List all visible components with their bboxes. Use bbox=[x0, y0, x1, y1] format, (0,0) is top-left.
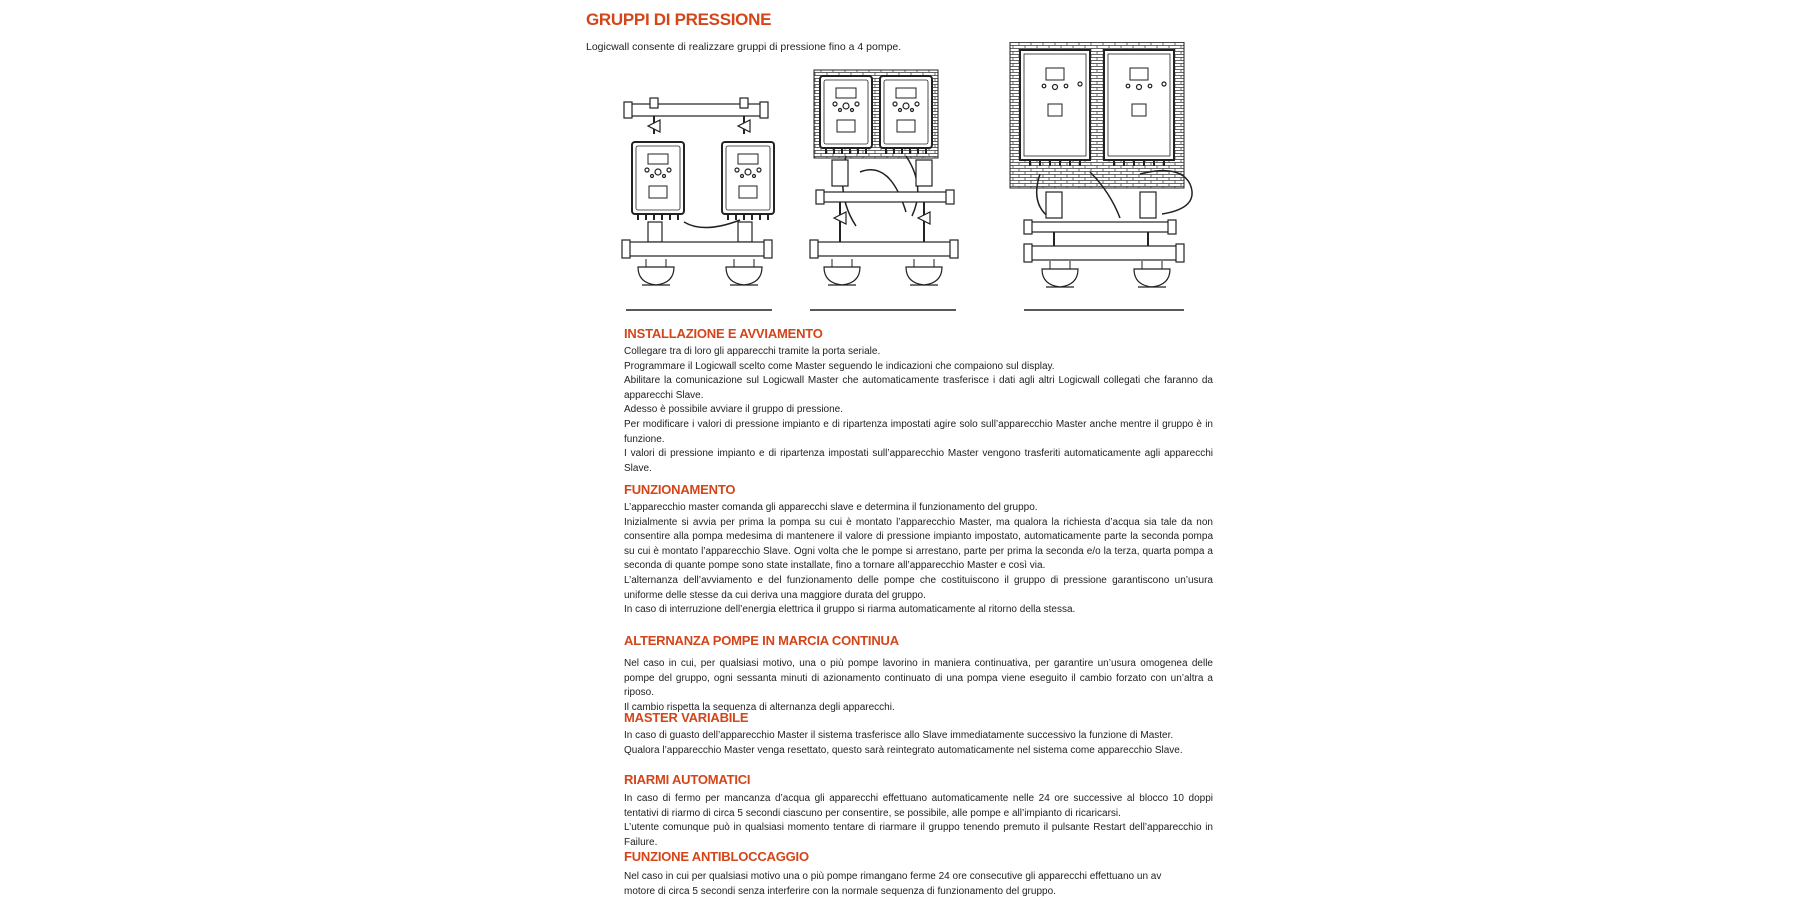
section-master-variabile bbox=[624, 710, 1213, 758]
paragraph: L’alternanza dell’avviamento e del funzionamento delle pompe che costituiscono il gruppo di pressione garantiscono un’usura uniforme delle stesse da cui deriva una maggiore durata del gruppo. bbox=[624, 574, 1213, 601]
section-installazione bbox=[624, 326, 1213, 476]
section-funzionamento bbox=[624, 482, 1213, 618]
section-heading: RIARMI AUTOMATICI bbox=[624, 772, 751, 787]
paragraph: In caso di interruzione dell’energia elettrica il gruppo si riarma automaticamente al ritorno della stessa. bbox=[624, 604, 1076, 616]
paragraph: Nel caso in cui per qualsiasi motivo una o più pompe rimangano ferme 24 ore consecutive gli apparecchi effettuano un av bbox=[624, 871, 1162, 882]
figure-3 bbox=[1010, 42, 1192, 310]
intro-text: Logicwall consente di realizzare gruppi di pressione fino a 4 pompe. bbox=[586, 41, 902, 53]
figure-1 bbox=[622, 98, 774, 310]
section-heading: ALTERNANZA POMPE IN MARCIA CONTINUA bbox=[624, 633, 899, 648]
section-heading: FUNZIONE ANTIBLOCCAGGIO bbox=[624, 849, 809, 864]
figure-2 bbox=[810, 70, 958, 310]
section-alternanza bbox=[624, 633, 1213, 715]
paragraph: L’utente comunque può in qualsiasi momento tentare di riarmare il gruppo tenendo premuto il pulsante Restart dell’apparecchio in Failure. bbox=[624, 822, 1213, 848]
paragraph: In caso di guasto dell’apparecchio Master il sistema trasferisce allo Slave immediatamente successivo la funzione di Master. bbox=[624, 730, 1174, 741]
paragraph: Qualora l’apparecchio Master venga resettato, questo sarà reintegrato automaticamente nel sistema come apparecchio Slave. bbox=[624, 744, 1183, 756]
paragraph: Inizialmente si avvia per prima la pompa su cui è montato l’apparecchio Master, ma qualora la richiesta d’acqua sia tale da non consentire alla pompa medesima di mantenere il valore di pressione impianto impostato, automaticamente parte la seconda pompa su cui è montato l’apparecchio Slave. Ogni volta che le pompe si arrestano, parte per prima la seconda e/o la terza, quarta pompa a seconda di quante pompe sono state installate, fino a tornare all’apparecchio Master e così via. bbox=[624, 516, 1213, 572]
paragraph: I valori di pressione impianto e di ripartenza impostati sull’apparecchio Master vengono trasferiti automaticamente agli apparecchi Slave. bbox=[624, 448, 1213, 474]
section-heading: MASTER VARIABILE bbox=[624, 710, 749, 725]
section-heading: INSTALLAZIONE E AVVIAMENTO bbox=[624, 326, 823, 341]
paragraph: Il cambio rispetta la sequenza di alternanza degli apparecchi. bbox=[624, 701, 895, 713]
section-riarmi-automatici bbox=[624, 772, 1213, 850]
paragraph: Per modificare i valori di pressione impianto e di ripartenza impostati agire solo sull’apparecchio Master anche mentre il gruppo è in funzione. bbox=[624, 418, 1213, 445]
paragraph: Adesso è possibile avviare il gruppo di pressione. bbox=[624, 404, 844, 416]
paragraph: Collegare tra di loro gli apparecchi tramite la porta seriale. bbox=[624, 346, 881, 357]
paragraph: motore di circa 5 secondi senza interferire con la normale sequenza di funzionamento del gruppo. bbox=[624, 885, 1056, 897]
page-title: GRUPPI DI PRESSIONE bbox=[586, 10, 772, 29]
section-heading: FUNZIONAMENTO bbox=[624, 482, 736, 497]
paragraph: Abilitare la comunicazione sul Logicwall Master che automaticamente trasferisce i dati agli altri Logicwall collegati che faranno da apparecchi Slave. bbox=[624, 375, 1213, 401]
paragraph: In caso di fermo per mancanza d’acqua gli apparecchi effettuano automaticamente nelle 24 ore successive al blocco 10 doppi tentativi di riarmo di circa 5 secondi ciascuno per consentire, se possibile, alle pompe e all’impianto di ricaricarsi. bbox=[624, 793, 1213, 819]
paragraph: Nel caso in cui, per qualsiasi motivo, una o più pompe lavorino in maniera continuativa, per garantire un’usura omogenea delle pompe del gruppo, ogni sessanta minuti di azionamento continuato di una pompa viene eseguito il cambio forzato con un’altra a riposo. bbox=[624, 658, 1213, 699]
paragraph: Programmare il Logicwall scelto come Master seguendo le indicazioni che compaiono sul display. bbox=[624, 360, 1055, 372]
pressure-group-diagrams bbox=[620, 42, 1220, 312]
paragraph: L’apparecchio master comanda gli apparecchi slave e determina il funzionamento del gruppo. bbox=[624, 502, 1038, 513]
section-antibloccaggio bbox=[624, 849, 1213, 899]
